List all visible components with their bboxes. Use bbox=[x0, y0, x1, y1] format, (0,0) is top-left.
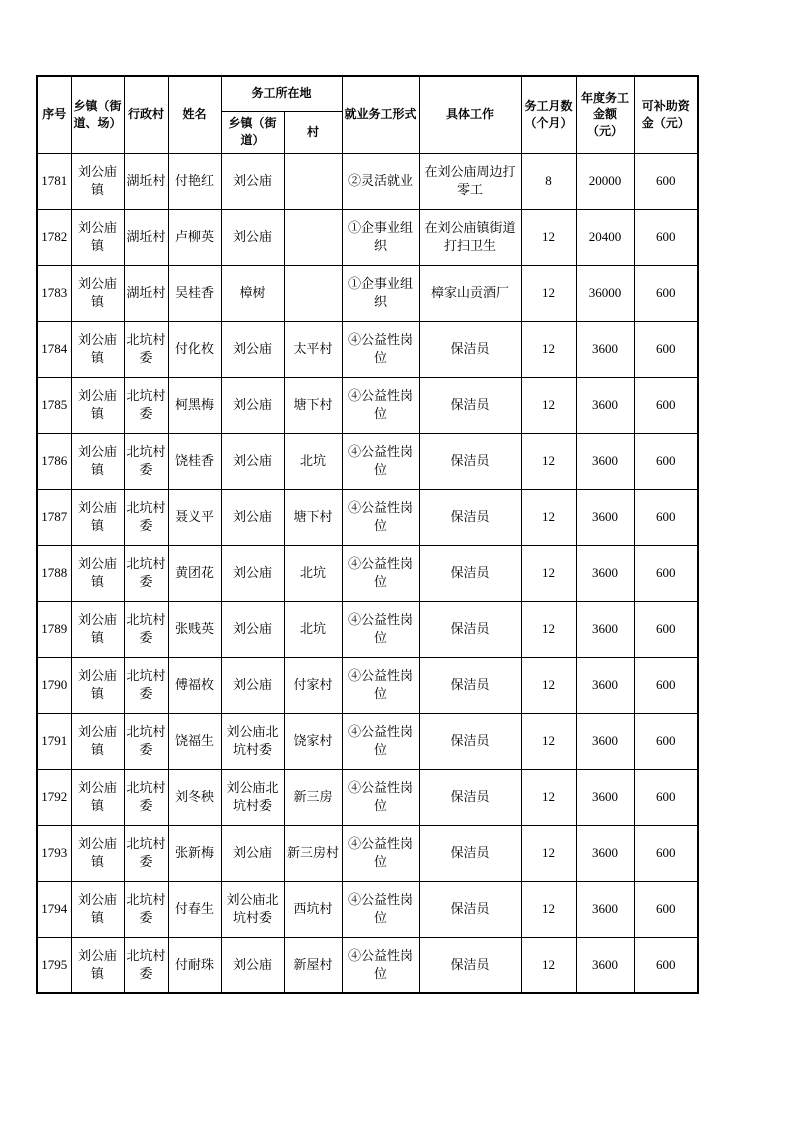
table-row bbox=[37, 881, 698, 937]
cell-months: 12 bbox=[521, 433, 576, 489]
cell-name: 黄团花 bbox=[168, 545, 221, 601]
cell-annual-amount: 3600 bbox=[576, 713, 634, 769]
table-row bbox=[37, 601, 698, 657]
cell-admin-village: 北坑村委 bbox=[124, 489, 168, 545]
cell-serial: 1784 bbox=[37, 321, 71, 377]
cell-work-village: 新三房村 bbox=[284, 825, 342, 881]
cell-annual-amount: 20400 bbox=[576, 209, 634, 265]
cell-township: 刘公庙镇 bbox=[71, 881, 124, 937]
cell-months: 12 bbox=[521, 209, 576, 265]
table-row bbox=[37, 825, 698, 881]
cell-work-village: 付家村 bbox=[284, 657, 342, 713]
cell-specific-work: 在刘公庙周边打零工 bbox=[419, 153, 521, 209]
cell-annual-amount: 36000 bbox=[576, 265, 634, 321]
header-township: 乡镇（街道、场） bbox=[71, 76, 124, 153]
cell-name: 张新梅 bbox=[168, 825, 221, 881]
cell-subsidy: 600 bbox=[634, 377, 698, 433]
cell-specific-work: 保洁员 bbox=[419, 545, 521, 601]
cell-months: 12 bbox=[521, 769, 576, 825]
cell-admin-village: 湖坵村 bbox=[124, 265, 168, 321]
cell-subsidy: 600 bbox=[634, 153, 698, 209]
cell-annual-amount: 3600 bbox=[576, 601, 634, 657]
cell-admin-village: 湖坵村 bbox=[124, 209, 168, 265]
employment-subsidy-table bbox=[36, 75, 699, 994]
cell-township: 刘公庙镇 bbox=[71, 209, 124, 265]
table-body bbox=[37, 153, 698, 993]
cell-work-village: 塘下村 bbox=[284, 489, 342, 545]
cell-work-village: 太平村 bbox=[284, 321, 342, 377]
cell-subsidy: 600 bbox=[634, 265, 698, 321]
cell-months: 12 bbox=[521, 825, 576, 881]
cell-specific-work: 保洁员 bbox=[419, 713, 521, 769]
cell-specific-work: 保洁员 bbox=[419, 433, 521, 489]
header-admin-village: 行政村 bbox=[124, 76, 168, 153]
cell-specific-work: 保洁员 bbox=[419, 657, 521, 713]
cell-township: 刘公庙镇 bbox=[71, 265, 124, 321]
table-row bbox=[37, 265, 698, 321]
table-header bbox=[37, 76, 698, 153]
cell-work-township: 刘公庙 bbox=[221, 545, 284, 601]
table-row bbox=[37, 937, 698, 993]
header-specific-work: 具体工作 bbox=[419, 76, 521, 153]
cell-annual-amount: 3600 bbox=[576, 377, 634, 433]
header-work-location-group: 务工所在地 bbox=[221, 76, 342, 111]
cell-township: 刘公庙镇 bbox=[71, 489, 124, 545]
table-row bbox=[37, 209, 698, 265]
cell-serial: 1781 bbox=[37, 153, 71, 209]
cell-employment-form: ②灵活就业 bbox=[342, 153, 419, 209]
cell-annual-amount: 3600 bbox=[576, 825, 634, 881]
cell-work-village: 北坑 bbox=[284, 433, 342, 489]
cell-admin-village: 北坑村委 bbox=[124, 545, 168, 601]
cell-specific-work: 保洁员 bbox=[419, 321, 521, 377]
cell-work-township: 刘公庙 bbox=[221, 825, 284, 881]
cell-township: 刘公庙镇 bbox=[71, 825, 124, 881]
cell-serial: 1792 bbox=[37, 769, 71, 825]
cell-months: 12 bbox=[521, 601, 576, 657]
cell-employment-form: ④公益性岗位 bbox=[342, 489, 419, 545]
cell-name: 傅福枚 bbox=[168, 657, 221, 713]
cell-annual-amount: 3600 bbox=[576, 937, 634, 993]
cell-admin-village: 北坑村委 bbox=[124, 433, 168, 489]
cell-specific-work: 保洁员 bbox=[419, 825, 521, 881]
cell-serial: 1794 bbox=[37, 881, 71, 937]
cell-annual-amount: 3600 bbox=[576, 433, 634, 489]
table-row bbox=[37, 769, 698, 825]
cell-name: 饶福生 bbox=[168, 713, 221, 769]
cell-name: 柯黑梅 bbox=[168, 377, 221, 433]
cell-work-village: 北坑 bbox=[284, 601, 342, 657]
cell-township: 刘公庙镇 bbox=[71, 601, 124, 657]
table-row bbox=[37, 321, 698, 377]
cell-employment-form: ④公益性岗位 bbox=[342, 601, 419, 657]
cell-work-township: 刘公庙 bbox=[221, 433, 284, 489]
cell-name: 吴桂香 bbox=[168, 265, 221, 321]
table-row bbox=[37, 377, 698, 433]
cell-serial: 1786 bbox=[37, 433, 71, 489]
table-row bbox=[37, 545, 698, 601]
cell-subsidy: 600 bbox=[634, 545, 698, 601]
cell-serial: 1793 bbox=[37, 825, 71, 881]
table-row bbox=[37, 713, 698, 769]
cell-employment-form: ①企事业组织 bbox=[342, 265, 419, 321]
cell-township: 刘公庙镇 bbox=[71, 937, 124, 993]
header-months: 务工月数（个月） bbox=[521, 76, 576, 153]
cell-work-township: 刘公庙 bbox=[221, 321, 284, 377]
cell-name: 刘冬秧 bbox=[168, 769, 221, 825]
cell-admin-village: 北坑村委 bbox=[124, 769, 168, 825]
cell-admin-village: 湖坵村 bbox=[124, 153, 168, 209]
cell-annual-amount: 3600 bbox=[576, 489, 634, 545]
cell-annual-amount: 3600 bbox=[576, 321, 634, 377]
cell-specific-work: 保洁员 bbox=[419, 377, 521, 433]
cell-name: 付耐珠 bbox=[168, 937, 221, 993]
cell-work-village bbox=[284, 265, 342, 321]
cell-name: 付春生 bbox=[168, 881, 221, 937]
cell-subsidy: 600 bbox=[634, 209, 698, 265]
cell-admin-village: 北坑村委 bbox=[124, 881, 168, 937]
cell-subsidy: 600 bbox=[634, 937, 698, 993]
cell-work-township: 刘公庙北坑村委 bbox=[221, 713, 284, 769]
cell-township: 刘公庙镇 bbox=[71, 545, 124, 601]
cell-township: 刘公庙镇 bbox=[71, 153, 124, 209]
cell-serial: 1787 bbox=[37, 489, 71, 545]
cell-serial: 1795 bbox=[37, 937, 71, 993]
cell-subsidy: 600 bbox=[634, 881, 698, 937]
cell-work-township: 刘公庙 bbox=[221, 377, 284, 433]
cell-admin-village: 北坑村委 bbox=[124, 937, 168, 993]
cell-work-township: 刘公庙 bbox=[221, 601, 284, 657]
cell-work-township: 刘公庙 bbox=[221, 209, 284, 265]
cell-work-township: 刘公庙 bbox=[221, 153, 284, 209]
cell-employment-form: ④公益性岗位 bbox=[342, 769, 419, 825]
header-employment-form: 就业务工形式 bbox=[342, 76, 419, 153]
cell-serial: 1785 bbox=[37, 377, 71, 433]
cell-employment-form: ④公益性岗位 bbox=[342, 433, 419, 489]
cell-specific-work: 保洁员 bbox=[419, 769, 521, 825]
cell-months: 12 bbox=[521, 713, 576, 769]
cell-employment-form: ④公益性岗位 bbox=[342, 713, 419, 769]
header-annual-amount: 年度务工金额（元） bbox=[576, 76, 634, 153]
cell-township: 刘公庙镇 bbox=[71, 321, 124, 377]
cell-admin-village: 北坑村委 bbox=[124, 377, 168, 433]
table-row bbox=[37, 433, 698, 489]
cell-name: 付化枚 bbox=[168, 321, 221, 377]
cell-serial: 1788 bbox=[37, 545, 71, 601]
table-row bbox=[37, 657, 698, 713]
cell-employment-form: ④公益性岗位 bbox=[342, 825, 419, 881]
cell-employment-form: ④公益性岗位 bbox=[342, 657, 419, 713]
cell-work-township: 刘公庙 bbox=[221, 657, 284, 713]
cell-work-village: 新屋村 bbox=[284, 937, 342, 993]
cell-admin-village: 北坑村委 bbox=[124, 601, 168, 657]
cell-name: 饶桂香 bbox=[168, 433, 221, 489]
cell-work-township: 刘公庙 bbox=[221, 937, 284, 993]
cell-work-village: 西坑村 bbox=[284, 881, 342, 937]
table-row bbox=[37, 153, 698, 209]
cell-serial: 1789 bbox=[37, 601, 71, 657]
cell-name: 张贱英 bbox=[168, 601, 221, 657]
cell-employment-form: ④公益性岗位 bbox=[342, 321, 419, 377]
cell-months: 12 bbox=[521, 321, 576, 377]
cell-work-township: 刘公庙北坑村委 bbox=[221, 881, 284, 937]
cell-work-township: 刘公庙北坑村委 bbox=[221, 769, 284, 825]
cell-work-village: 新三房 bbox=[284, 769, 342, 825]
header-work-township: 乡镇（街道） bbox=[221, 111, 284, 153]
table-row bbox=[37, 489, 698, 545]
cell-annual-amount: 20000 bbox=[576, 153, 634, 209]
cell-subsidy: 600 bbox=[634, 489, 698, 545]
cell-specific-work: 在刘公庙镇街道打扫卫生 bbox=[419, 209, 521, 265]
cell-serial: 1790 bbox=[37, 657, 71, 713]
cell-employment-form: ④公益性岗位 bbox=[342, 545, 419, 601]
cell-work-village: 北坑 bbox=[284, 545, 342, 601]
cell-months: 12 bbox=[521, 937, 576, 993]
cell-months: 12 bbox=[521, 881, 576, 937]
cell-specific-work: 保洁员 bbox=[419, 937, 521, 993]
cell-subsidy: 600 bbox=[634, 321, 698, 377]
cell-work-village: 饶家村 bbox=[284, 713, 342, 769]
cell-subsidy: 600 bbox=[634, 601, 698, 657]
cell-specific-work: 保洁员 bbox=[419, 601, 521, 657]
cell-annual-amount: 3600 bbox=[576, 545, 634, 601]
cell-township: 刘公庙镇 bbox=[71, 713, 124, 769]
cell-months: 8 bbox=[521, 153, 576, 209]
cell-subsidy: 600 bbox=[634, 713, 698, 769]
cell-subsidy: 600 bbox=[634, 769, 698, 825]
cell-serial: 1783 bbox=[37, 265, 71, 321]
cell-annual-amount: 3600 bbox=[576, 657, 634, 713]
cell-work-village bbox=[284, 153, 342, 209]
cell-employment-form: ④公益性岗位 bbox=[342, 937, 419, 993]
cell-admin-village: 北坑村委 bbox=[124, 713, 168, 769]
cell-annual-amount: 3600 bbox=[576, 881, 634, 937]
cell-months: 12 bbox=[521, 489, 576, 545]
cell-months: 12 bbox=[521, 545, 576, 601]
cell-annual-amount: 3600 bbox=[576, 769, 634, 825]
cell-admin-village: 北坑村委 bbox=[124, 321, 168, 377]
cell-township: 刘公庙镇 bbox=[71, 769, 124, 825]
cell-employment-form: ④公益性岗位 bbox=[342, 881, 419, 937]
cell-admin-village: 北坑村委 bbox=[124, 825, 168, 881]
cell-township: 刘公庙镇 bbox=[71, 657, 124, 713]
cell-township: 刘公庙镇 bbox=[71, 433, 124, 489]
cell-name: 付艳红 bbox=[168, 153, 221, 209]
cell-employment-form: ④公益性岗位 bbox=[342, 377, 419, 433]
cell-months: 12 bbox=[521, 657, 576, 713]
cell-township: 刘公庙镇 bbox=[71, 377, 124, 433]
cell-name: 聂义平 bbox=[168, 489, 221, 545]
cell-employment-form: ①企事业组织 bbox=[342, 209, 419, 265]
cell-work-village bbox=[284, 209, 342, 265]
cell-work-township: 刘公庙 bbox=[221, 489, 284, 545]
cell-specific-work: 保洁员 bbox=[419, 881, 521, 937]
cell-subsidy: 600 bbox=[634, 825, 698, 881]
cell-subsidy: 600 bbox=[634, 433, 698, 489]
header-serial: 序号 bbox=[37, 76, 71, 153]
cell-serial: 1782 bbox=[37, 209, 71, 265]
header-name: 姓名 bbox=[168, 76, 221, 153]
header-subsidy: 可补助资金（元） bbox=[634, 76, 698, 153]
cell-work-township: 樟树 bbox=[221, 265, 284, 321]
cell-work-village: 塘下村 bbox=[284, 377, 342, 433]
cell-serial: 1791 bbox=[37, 713, 71, 769]
cell-specific-work: 樟家山贡酒厂 bbox=[419, 265, 521, 321]
cell-admin-village: 北坑村委 bbox=[124, 657, 168, 713]
cell-months: 12 bbox=[521, 377, 576, 433]
cell-name: 卢柳英 bbox=[168, 209, 221, 265]
cell-specific-work: 保洁员 bbox=[419, 489, 521, 545]
cell-months: 12 bbox=[521, 265, 576, 321]
header-work-village: 村 bbox=[284, 111, 342, 153]
cell-subsidy: 600 bbox=[634, 657, 698, 713]
